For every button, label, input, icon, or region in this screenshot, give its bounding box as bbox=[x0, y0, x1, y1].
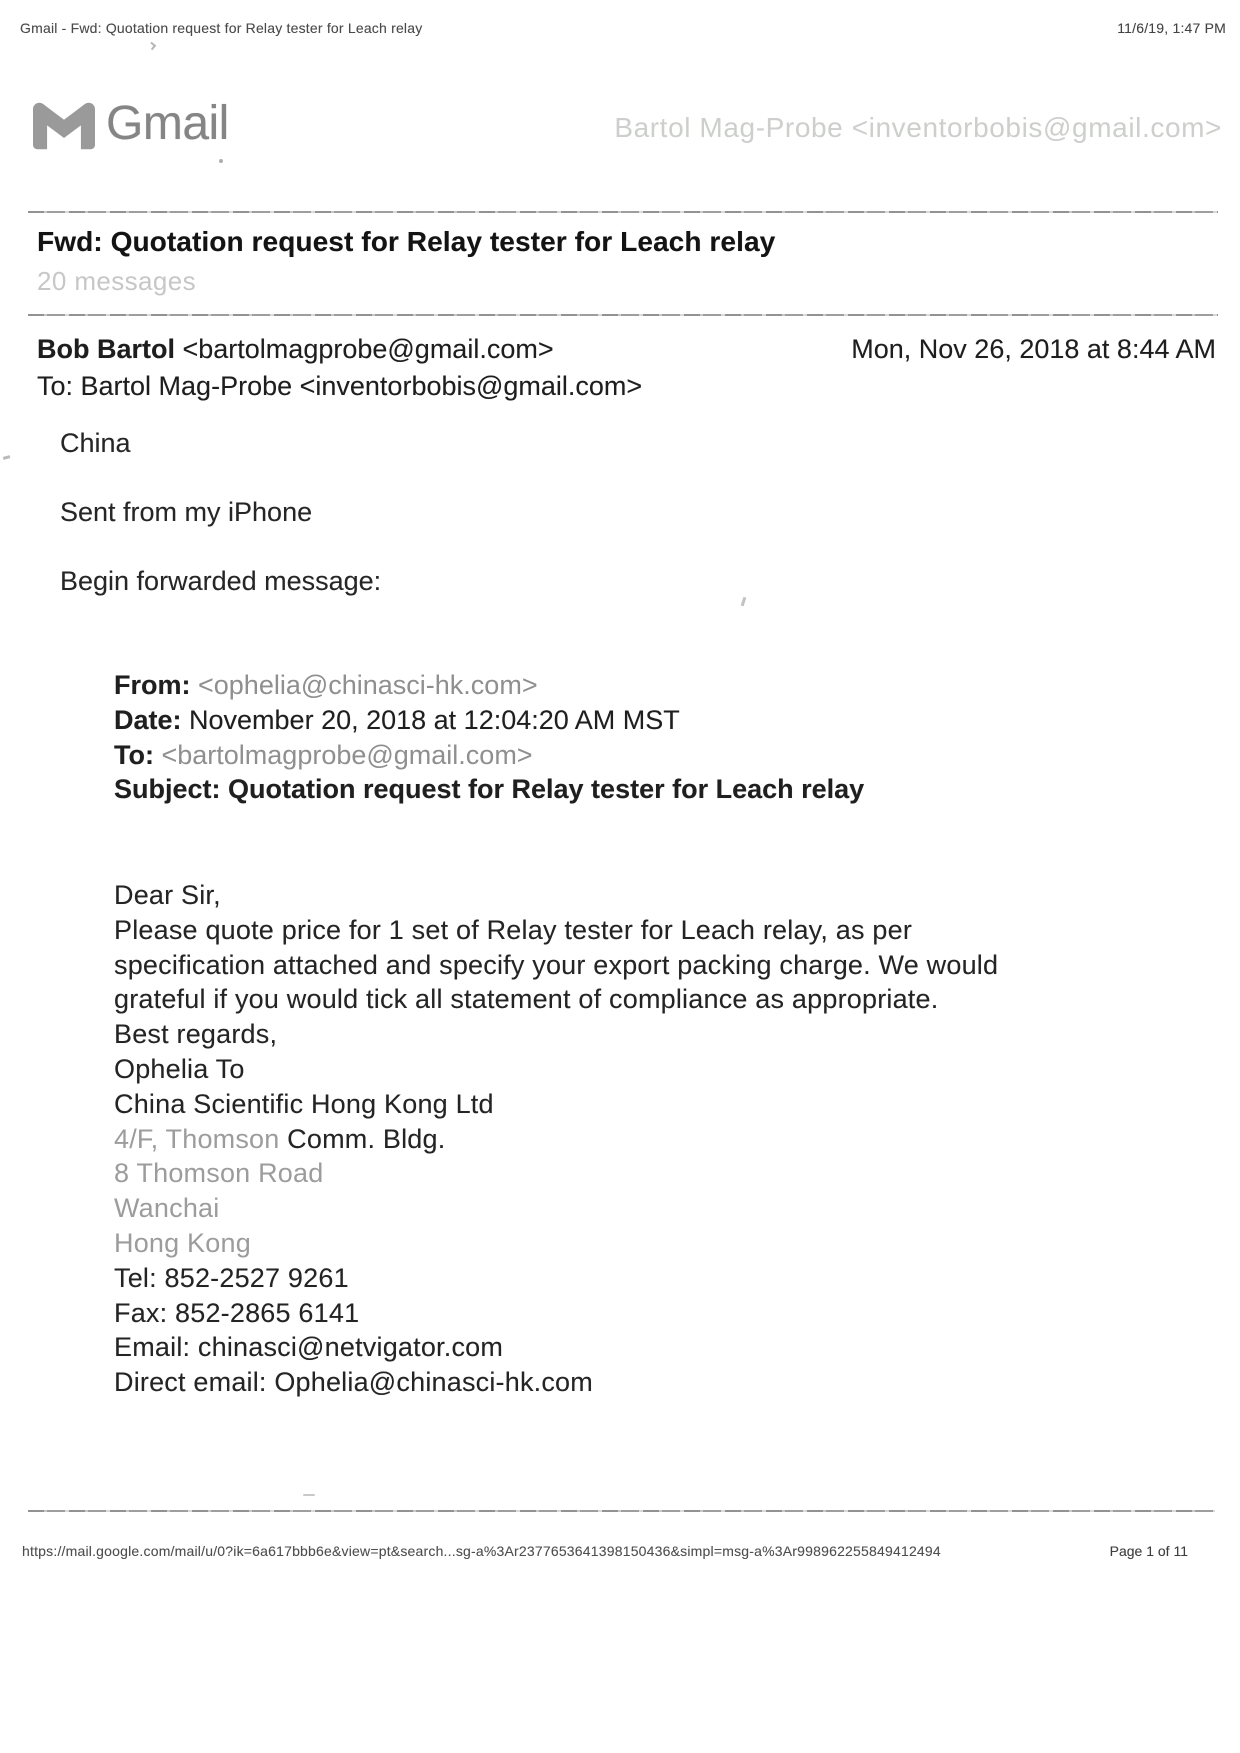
scan-artifact bbox=[219, 159, 223, 163]
signature-company: China Scientific Hong Kong Ltd bbox=[114, 1088, 494, 1119]
sender-name: Bob Bartol bbox=[37, 334, 175, 364]
horizontal-rule bbox=[28, 314, 1218, 316]
sender-email: <bartolmagprobe@gmail.com> bbox=[175, 334, 554, 364]
address-building-dark: Comm. Bldg. bbox=[279, 1123, 446, 1154]
scan-artifact bbox=[3, 455, 10, 459]
body-line: grateful if you would tick all statement of compliance as appropriate. bbox=[114, 984, 939, 1015]
scan-artifact bbox=[148, 42, 156, 50]
forwarded-date-row bbox=[114, 703, 864, 738]
horizontal-rule bbox=[28, 1510, 1215, 1512]
body-line: China bbox=[60, 428, 131, 458]
body-line: Dear Sir, bbox=[114, 880, 221, 910]
from-email: <ophelia@chinasci-hk.com> bbox=[198, 670, 538, 700]
forwarded-subject: Subject: Quotation request for Relay tester for Leach relay bbox=[114, 774, 865, 805]
signature-direct-email-line: Direct email: Ophelia@chinasci-hk.com bbox=[114, 1367, 593, 1398]
sender-row bbox=[37, 334, 554, 365]
forwarded-header bbox=[114, 668, 864, 807]
signature-email-line: Email: chinasci@netvigator.com bbox=[114, 1332, 504, 1363]
thread-subject: Fwd: Quotation request for Relay tester for Leach relay bbox=[37, 226, 776, 257]
date-value: November 20, 2018 at 12:04:20 AM MST bbox=[189, 704, 680, 735]
footer-url: https://mail.google.com/mail/u/0?ik=6a617bbb6e&view=pt&search...sg-a%3Ar2377653641398150436&simpl=msg-a%3Ar998962255849412494 bbox=[22, 1543, 941, 1559]
signature-address-line bbox=[114, 1122, 998, 1157]
signature-name: Ophelia To bbox=[114, 1053, 245, 1084]
signature-tel-line: Tel: 852-2527 9261 bbox=[114, 1262, 349, 1293]
body-line: Sent from my iPhone bbox=[60, 497, 313, 527]
from-label: From: bbox=[114, 670, 198, 700]
message-date: Mon, Nov 26, 2018 at 8:44 AM bbox=[851, 334, 1216, 364]
print-header-title: Gmail - Fwd: Quotation request for Relay tester for Leach relay bbox=[20, 20, 423, 36]
to-label: To: bbox=[114, 739, 162, 770]
date-label: Date: bbox=[114, 704, 190, 735]
gmail-logo-icon bbox=[33, 99, 95, 151]
signature-address-line: 8 Thomson Road bbox=[114, 1158, 324, 1189]
body-line: specification attached and specify your export packing charge. We would bbox=[114, 949, 999, 980]
signature-address-line: Hong Kong bbox=[114, 1227, 251, 1258]
message-count: 20 messages bbox=[37, 266, 197, 296]
body-line: Please quote price for 1 set of Relay tester for Leach relay, as per bbox=[114, 914, 913, 945]
signature-fax-line: Fax: 852-2865 6141 bbox=[114, 1297, 360, 1328]
scan-artifact bbox=[303, 1494, 315, 1496]
print-header-datetime: 11/6/19, 1:47 PM bbox=[1117, 20, 1226, 36]
recipient-line: To: Bartol Mag-Probe <inventorbobis@gmail.com> bbox=[37, 371, 643, 401]
forwarded-to-row bbox=[114, 738, 864, 773]
to-email: <bartolmagprobe@gmail.com> bbox=[161, 739, 533, 770]
gmail-wordmark: Gmail bbox=[106, 97, 229, 150]
body-line: Begin forwarded message: bbox=[60, 566, 382, 596]
forwarded-from-row bbox=[114, 668, 864, 703]
forwarded-body bbox=[114, 878, 998, 1400]
horizontal-rule bbox=[28, 211, 1218, 213]
account-email: Bartol Mag-Probe <inventorbobis@gmail.com> bbox=[614, 112, 1222, 143]
page-number: Page 1 of 11 bbox=[1109, 1543, 1188, 1559]
signature-address-line: Wanchai bbox=[114, 1193, 220, 1224]
scan-artifact bbox=[741, 597, 746, 606]
body-line: Best regards, bbox=[114, 1019, 278, 1050]
address-building-muted: 4/F, Thomson bbox=[114, 1123, 280, 1154]
